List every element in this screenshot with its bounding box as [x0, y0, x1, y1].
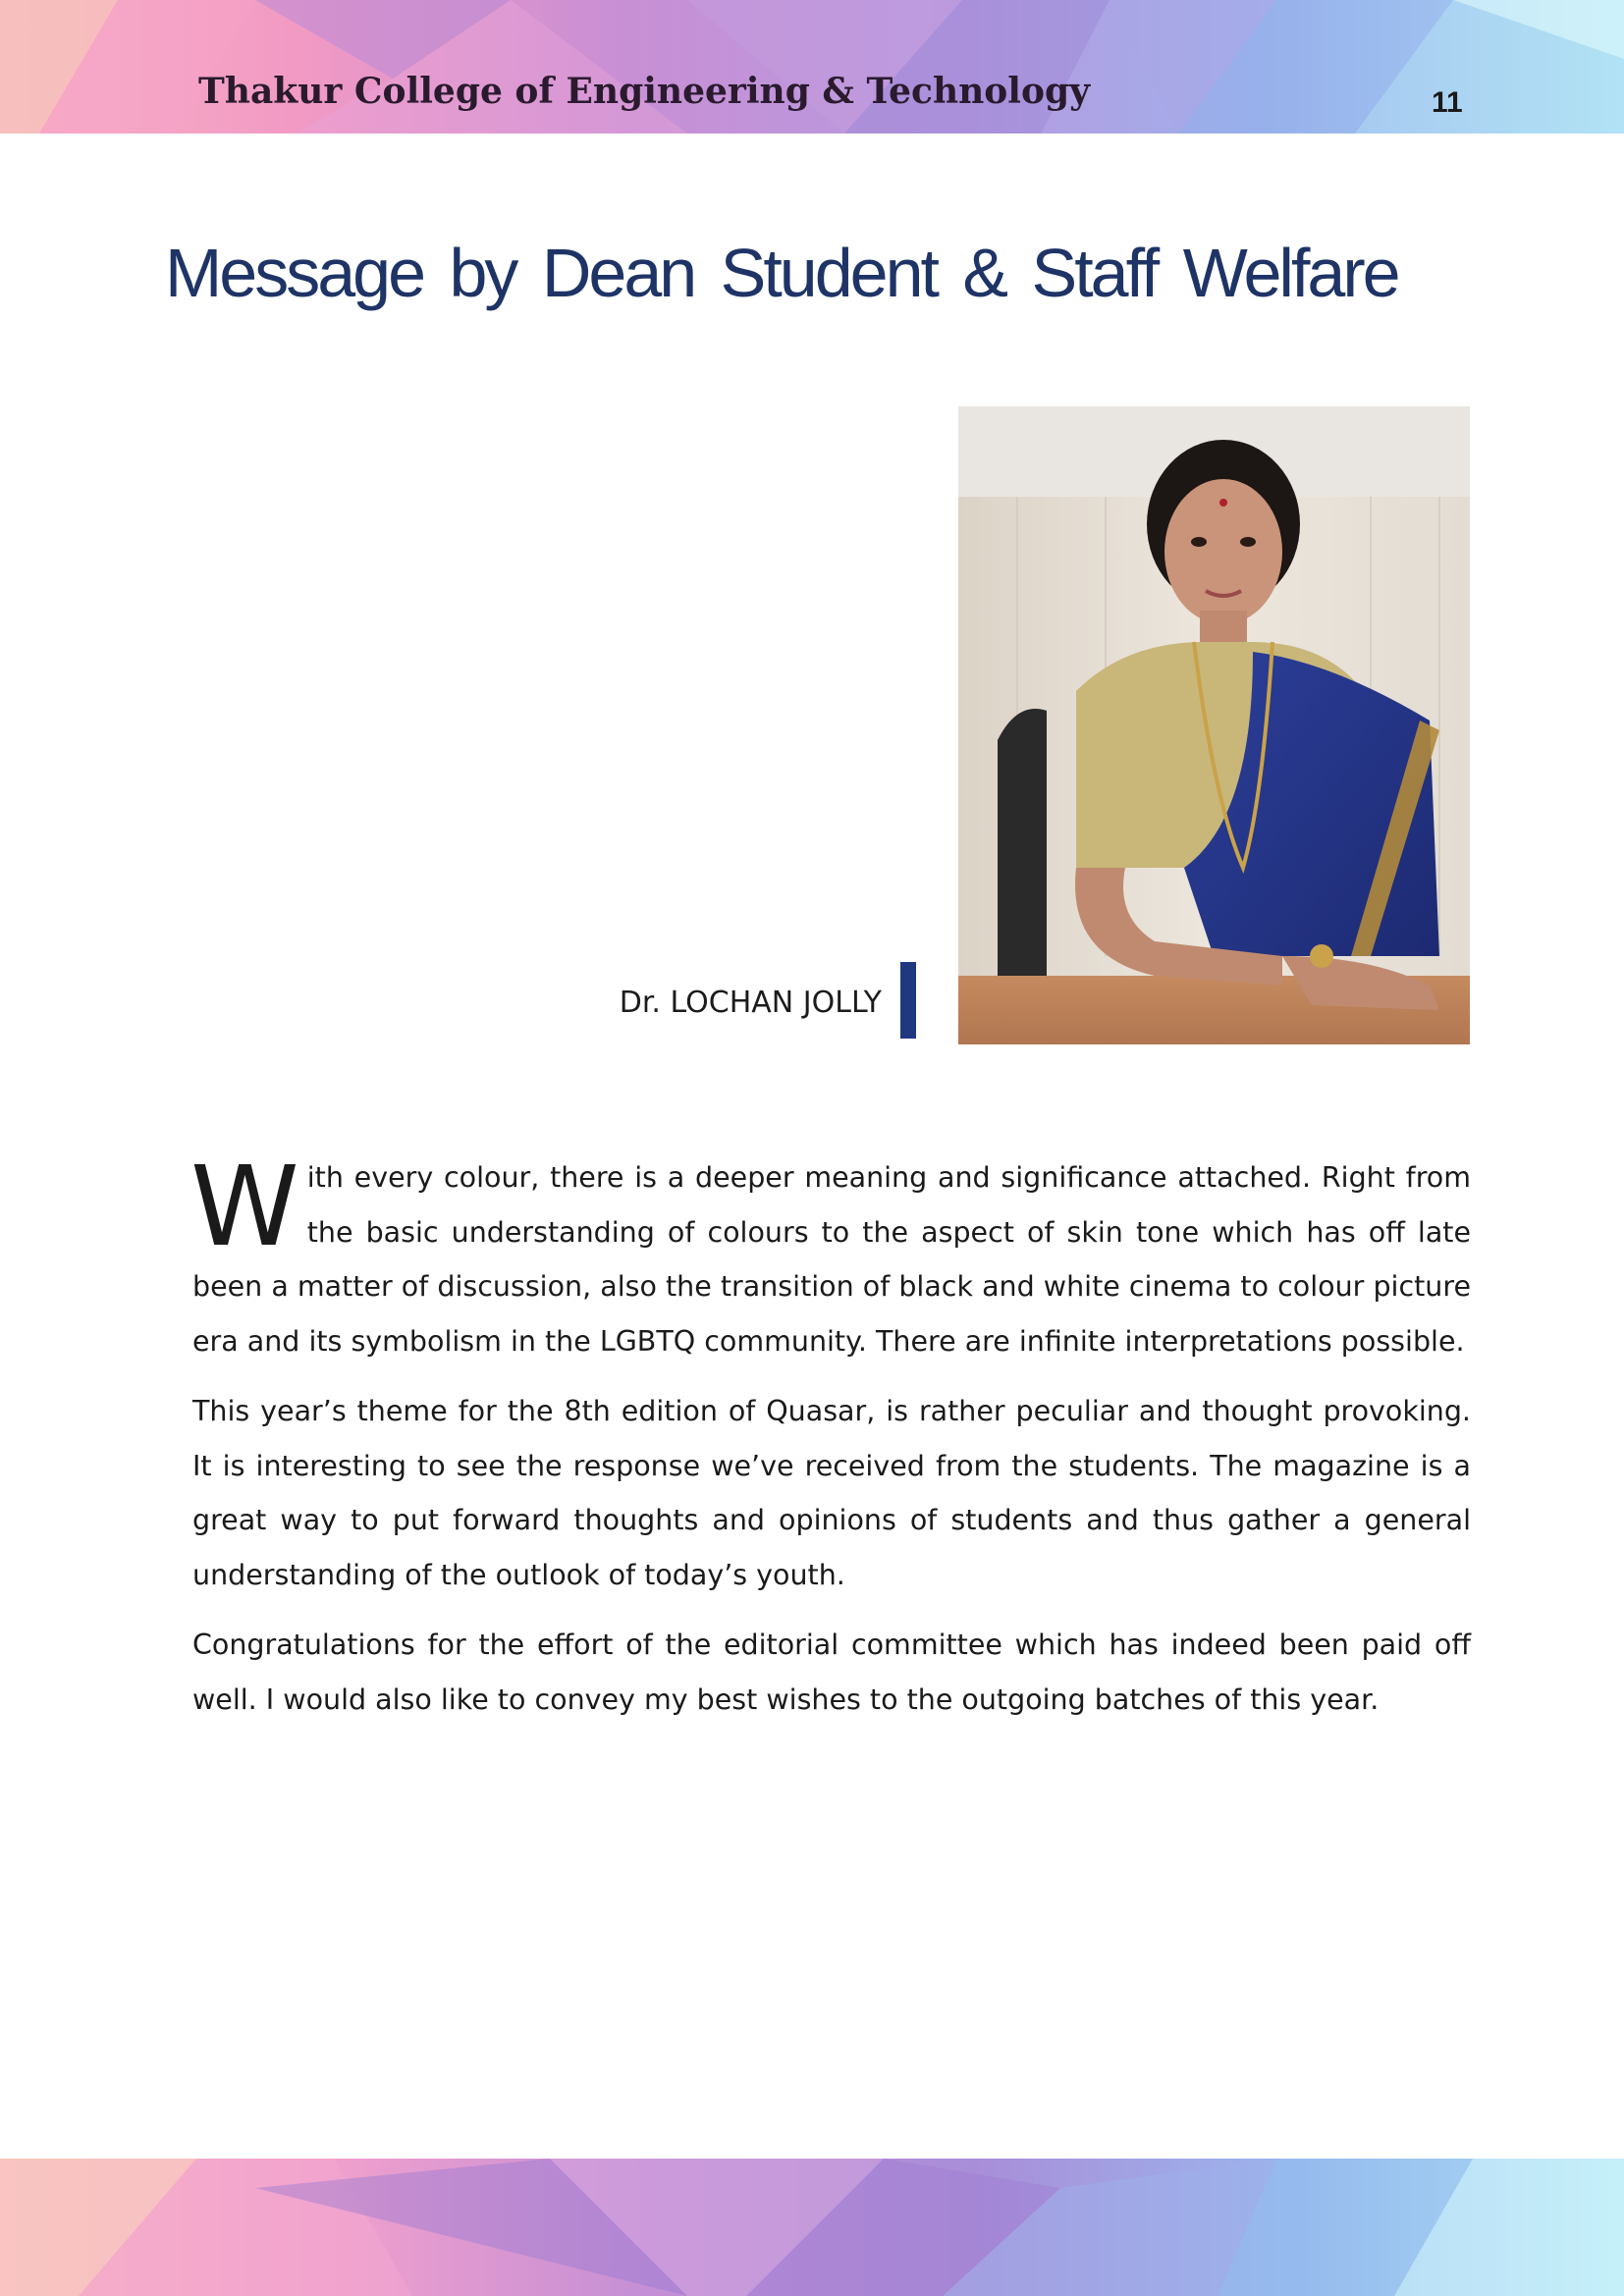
- message-paragraph-1: [190, 1144, 1471, 1368]
- message-paragraph-3: Congratulations for the effort of the editorial committee which has indeed been paid off well. I would also like to convey my best wishes to the outgoing batches of this year.: [192, 1629, 1471, 1716]
- dean-name: Dr. LOCHAN JOLLY: [619, 986, 882, 1020]
- message-paragraph-1-text: ith every colour, there is a deeper meaning and significance attached. Right from the basic understanding of colours to the aspect of skin tone which has off late been a matter of discussion, also the transition of black and white cinema to colour picture era and its symbolism in the LGBTQ community. There are infinite interpretations possible.: [192, 1161, 1471, 1358]
- signature-accent-bar: [900, 962, 916, 1039]
- page-title: Message by Dean Student & Staff Welfare: [165, 235, 1398, 311]
- message-body: [190, 1144, 1471, 1742]
- dean-portrait-photo: [958, 406, 1470, 1044]
- header-geometric-pattern: [0, 0, 1624, 133]
- footer-geometric-pattern: [0, 2159, 1624, 2296]
- drop-cap: W: [190, 1144, 299, 1271]
- header-band: [0, 0, 1624, 133]
- college-name: Thakur College of Engineering & Technology: [198, 71, 1091, 112]
- page-number: 11: [1432, 86, 1463, 119]
- message-paragraph-2: This year’s theme for the 8th edition of Quasar, is rather peculiar and thought provoking. It is interesting to see the response we’ve received from the students. The magazine is a great way to put forward thoughts and opinions of students and thus gather a general understanding of the outlook of today’s youth.: [192, 1395, 1471, 1591]
- footer-band: [0, 2159, 1624, 2296]
